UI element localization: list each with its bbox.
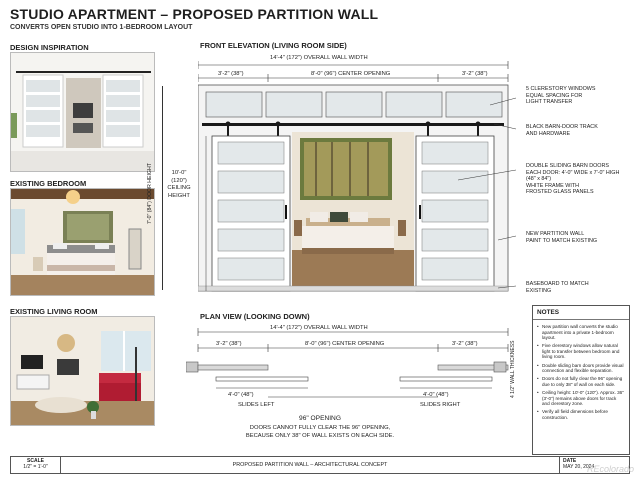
watermark: REcolorado bbox=[586, 464, 634, 474]
plan-drawing bbox=[186, 322, 516, 412]
existing-living-room-heading: EXISTING LIVING ROOM bbox=[10, 307, 98, 316]
existing-bedroom-heading: EXISTING BEDROOM bbox=[10, 179, 87, 188]
elevation-right-seg: 3'-2" (38") bbox=[462, 71, 488, 77]
ceiling-height-label: 10'-0" (120") CEILING HEIGHT bbox=[167, 170, 191, 199]
door-right-width: 4'-0" (48") bbox=[423, 392, 449, 398]
elevation-overall-width: 14'-4" (172") OVERALL WALL WIDTH bbox=[270, 55, 368, 61]
plan-right-seg: 3'-2" (38") bbox=[452, 341, 478, 347]
callout-barn-doors: DOUBLE SLIDING BARN DOORS EACH DOOR: 4'-0" WIDE x 7'-0" HIGH (48" x 84") WHITE FRAME WITH FROSTED GLASS PANELS bbox=[526, 163, 620, 196]
design-inspiration-heading: DESIGN INSPIRATION bbox=[10, 43, 89, 52]
opening-note-1: DOORS CANNOT FULLY CLEAR THE 96" OPENING, bbox=[249, 425, 391, 431]
plan-left-seg: 3'-2" (38") bbox=[216, 341, 242, 347]
plan-overall-width: 14'-4" (172") OVERALL WALL WIDTH bbox=[270, 325, 368, 331]
elevation-heading: FRONT ELEVATION (LIVING ROOM SIDE) bbox=[200, 41, 347, 50]
elevation-drawing bbox=[198, 50, 518, 340]
note-item: • Ceiling height: 10'-0" (120"). Approx. 36" (3'-0") remains above doors for track and clerestory zone. bbox=[537, 390, 625, 407]
wall-thickness-label: 4 1/2" WALL THICKNESS bbox=[510, 340, 516, 398]
scale-cell: SCALE 1/2" = 1'-0" bbox=[11, 457, 61, 473]
existing-bedroom-photo bbox=[10, 188, 155, 296]
title-block bbox=[10, 456, 630, 474]
door-left-width: 4'-0" (48") bbox=[228, 392, 254, 398]
page-title: STUDIO APARTMENT – PROPOSED PARTITION WALL bbox=[10, 6, 379, 22]
callout-partition-wall: NEW PARTITION WALL PAINT TO MATCH EXISTING bbox=[526, 231, 598, 244]
design-inspiration-photo bbox=[10, 52, 155, 172]
opening-note-2: BECAUSE ONLY 38" OF WALL EXISTS ON EACH SIDE. bbox=[245, 433, 395, 439]
notes-heading: NOTES bbox=[533, 306, 629, 320]
door-left-label: SLIDES LEFT bbox=[238, 402, 275, 408]
plan-center-seg: 8'-0" (96") CENTER OPENING bbox=[305, 341, 385, 347]
note-item: • Five clerestory windows allow natural light to transfer between bedroom and living room. bbox=[537, 343, 625, 360]
callout-baseboard: BASEBOARD TO MATCH EXISTING bbox=[526, 281, 589, 294]
existing-living-room-photo bbox=[10, 316, 155, 426]
door-right-label: SLIDES RIGHT bbox=[420, 402, 461, 408]
door-height-label: 7'-0" (84") DOOR HEIGHT bbox=[147, 163, 153, 224]
note-item: • Double sliding barn doors provide visual connection and flexible separation. bbox=[537, 363, 625, 374]
plan-heading: PLAN VIEW (LOOKING DOWN) bbox=[200, 312, 310, 321]
ceiling-height-line bbox=[162, 86, 163, 290]
note-item: • New partition wall converts the studio apartment into a private 1-bedroom layout. bbox=[537, 324, 625, 341]
opening-title: 96" OPENING bbox=[299, 415, 341, 422]
project-name-cell: PROPOSED PARTITION WALL – ARCHITECTURAL CONCEPT bbox=[61, 457, 560, 473]
callout-track: BLACK BARN-DOOR TRACK AND HARDWARE bbox=[526, 124, 598, 137]
callout-clerestory: 5 CLERESTORY WINDOWS EQUAL SPACING FOR LIGHT TRANSFER bbox=[526, 86, 596, 106]
elevation-left-seg: 3'-2" (38") bbox=[218, 71, 244, 77]
notes-panel bbox=[532, 305, 630, 455]
page-subtitle: CONVERTS OPEN STUDIO INTO 1-BEDROOM LAYOUT bbox=[10, 24, 193, 31]
note-item: • Verify all field dimensions before construction. bbox=[537, 409, 625, 420]
date-cell: DATE MAY 20, 2024 bbox=[563, 458, 595, 470]
elevation-center-seg: 8'-0" (96") CENTER OPENING bbox=[311, 71, 391, 77]
notes-list bbox=[533, 320, 629, 420]
note-item: • Doors do not fully clear the 96" opening due to only 38" of wall on each side. bbox=[537, 376, 625, 387]
